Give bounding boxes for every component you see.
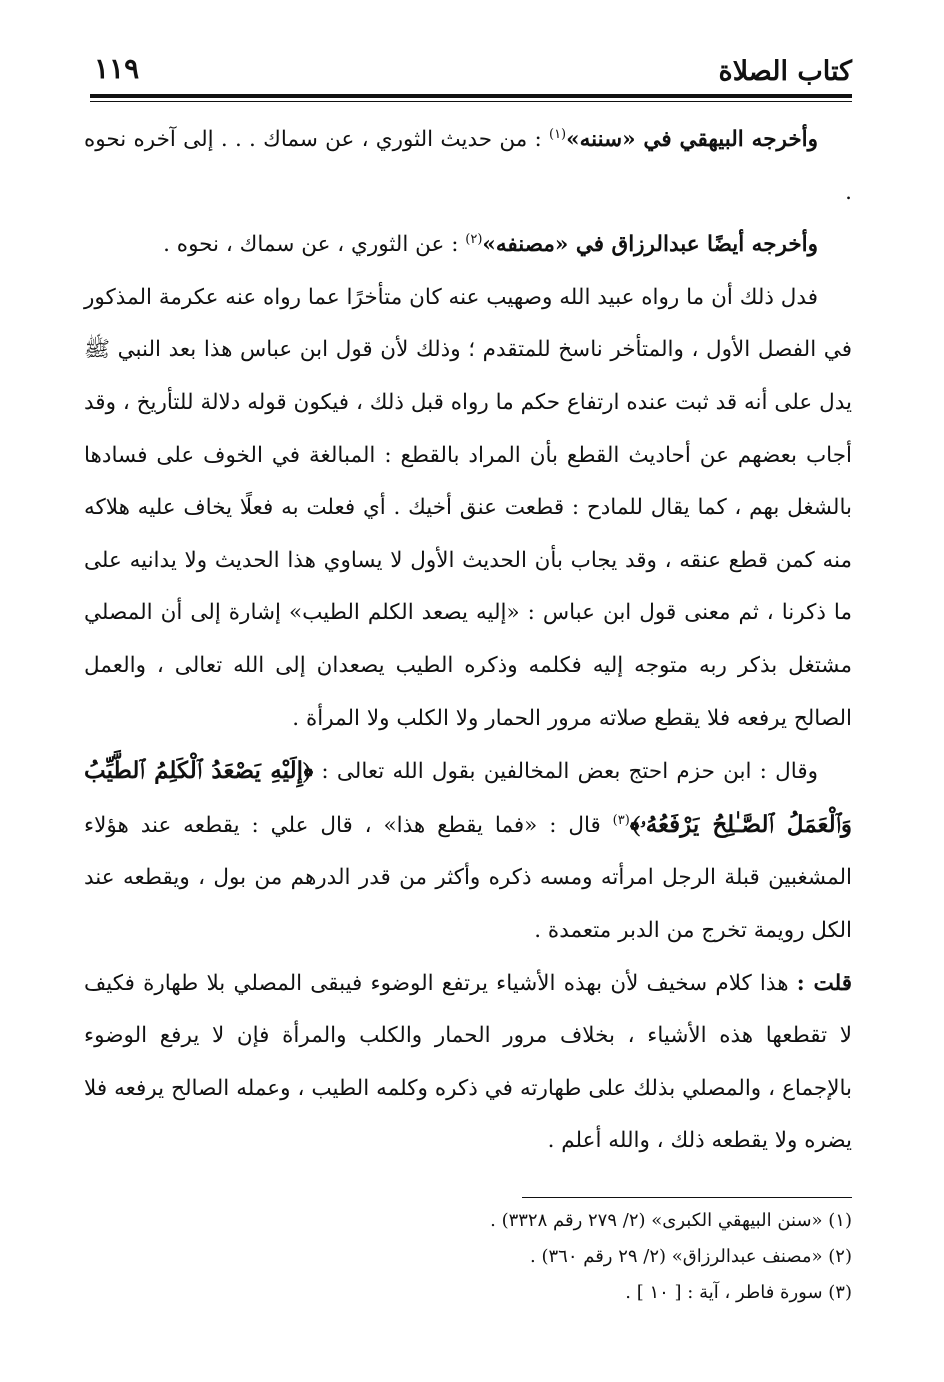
footnote-2: (٢) «مصنف عبدالرزاق» (٢/ ٢٩ رقم ٣٦٠) . xyxy=(530,1246,852,1267)
paragraph-abrogation xyxy=(84,272,852,745)
page-header xyxy=(90,50,852,92)
header-rule-thin xyxy=(90,101,852,102)
quran-verse: ﴿إِلَيْهِ يَصْعَدُ ٱلْكَلِمُ ٱلطَّيِّبُ وَٱلْعَمَلُ ٱلصَّـٰلِحُ يَرْفَعُهُۥ﴾ xyxy=(84,757,852,838)
paragraph-lead: قلت : xyxy=(796,970,852,996)
paragraph-text: : عن الثوري ، عن سماك ، نحوه . xyxy=(163,232,466,258)
paragraph-lead: وأخرجه أيضًا عبدالرزاق في «مصنفه» xyxy=(482,232,818,258)
paragraph-abdulrazzaq xyxy=(84,219,852,272)
paragraph-author-comment xyxy=(84,958,852,1168)
paragraph-text: : من حديث الثوري ، عن سماك . . . إلى آخره نحوه . xyxy=(84,127,852,205)
paragraph-text: قال : «فما يقطع هذا» ، قال علي : يقطعه عند هؤلاء المشغبين قبلة الرجل امرأته ومسه ذكره وأكثر من قدر الدرهم من بول ، ويقطعه عند الكل رويمة تخرج من الدبر متعمدة . xyxy=(84,812,852,943)
page-number: ١١٩ xyxy=(94,52,140,85)
main-text xyxy=(84,114,852,1168)
footnotes xyxy=(90,1203,852,1311)
footnote-separator xyxy=(522,1197,852,1198)
running-title: كتاب الصلاة xyxy=(718,56,852,87)
paragraph-bayhaqi xyxy=(84,114,852,219)
paragraph-ibn-hazm xyxy=(84,745,852,957)
footnote-3: (٣) سورة فاطر ، آية : [ ١٠ ] . xyxy=(625,1282,852,1303)
paragraph-lead: وأخرجه البيهقي في «سننه» xyxy=(566,127,818,152)
paragraph-text: هذا كلام سخيف لأن بهذه الأشياء يرتفع الوضوء فيبقى المصلي بلا طهارة فكيف لا تقطعها هذه الأشياء ، بخلاف مرور الحمار والكلب والمرأة فإن لا يرفع الوضوء بالإجماع ، والمصلي بذلك على طهارته في ذكره وكلمه الطيب ، وعمله الصالح يرفعه فلا يضره ولا يقطعه ذلك ، والله أعلم . xyxy=(84,970,852,1154)
footnote-1: (١) «سنن البيهقي الكبرى» (٢/ ٢٧٩ رقم ٣٣٢٨) . xyxy=(490,1210,852,1231)
footnote-ref: (٣) xyxy=(612,812,630,828)
footnote-ref: (١) xyxy=(548,126,567,142)
paragraph-text: وقال : ابن حزم احتج بعض المخالفين بقول الله تعالى : xyxy=(313,759,818,785)
header-rule xyxy=(90,94,852,98)
footnote-ref: (٢) xyxy=(465,232,483,248)
paragraph-text: فدل ذلك أن ما رواه عبيد الله وصهيب عنه كان متأخرًا عما رواه عنه عكرمة المذكور في الفصل الأول ، والمتأخر ناسخ للمتقدم ؛ وذلك لأن قول ابن عباس هذا بعد النبي ﷺ يدل على أنه قد ثبت عنده ارتفاع حكم ما رواه قبل ذلك ، فيكون قوله دلالة للتأريخ ، وقد أجاب بعضهم عن أحاديث القطع بأن المراد بالقطع : المبالغة في الخوف على فسادها بالشغل بهم ، كما يقال للمادح : قطعت عنق أخيك . أي فعلت به فعلًا يخاف عليه هلاكه منه كمن قطع عنقه ، وقد يجاب بأن الحديث الأول لا يساوي هذا الحديث ولا يدانيه على ما ذكرنا ، ثم معنى قول ابن عباس : «إليه يصعد الكلم الطيب» إشارة إلى أن المصلي مشتغل بذكر ربه متوجه إليه فكلمه وذكره الطيب يصعدان إلى الله تعالى ، والعمل الصالح يرفعه فلا يقطع صلاته مرور الحمار ولا الكلب ولا المرأة . xyxy=(84,284,852,731)
